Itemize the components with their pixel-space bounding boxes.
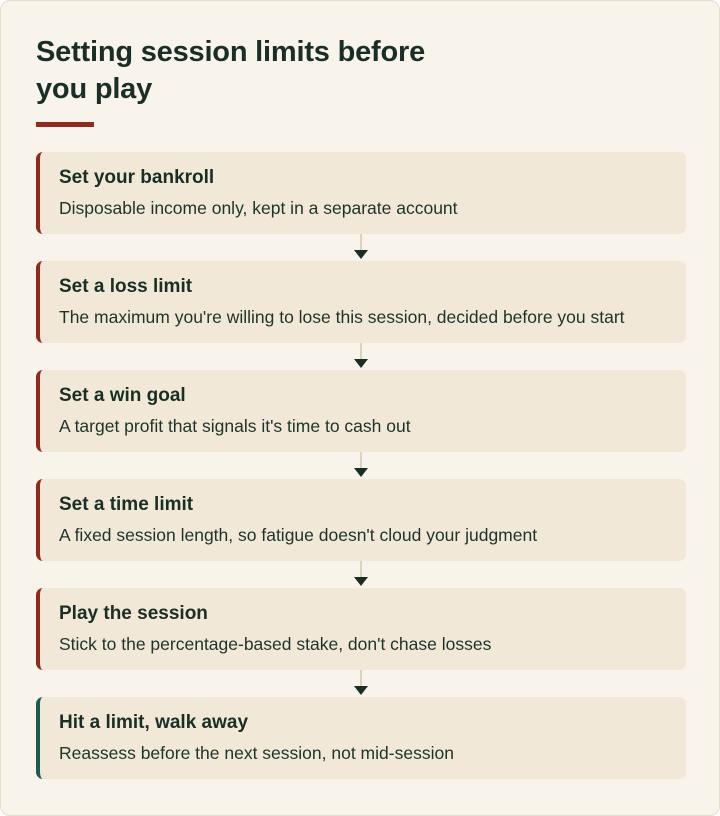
- connector-line: [360, 452, 362, 468]
- connector-line: [360, 343, 362, 359]
- connector-line: [360, 561, 362, 577]
- down-arrow-connector: [36, 234, 686, 261]
- arrow-down-icon: [354, 359, 368, 368]
- arrow-down-icon: [354, 577, 368, 586]
- step-description: Disposable income only, kept in a separate account: [59, 198, 458, 218]
- title-underline: [36, 122, 94, 127]
- down-arrow-connector: [36, 452, 686, 479]
- step-play-session: [36, 588, 686, 670]
- down-arrow-connector: [36, 670, 686, 697]
- arrow-down-icon: [354, 686, 368, 695]
- step-title: Set a time limit: [59, 494, 194, 515]
- connector-line: [360, 234, 362, 250]
- step-walk-away: [36, 697, 686, 779]
- step-title: Play the session: [59, 603, 208, 624]
- step-title: Set a loss limit: [59, 276, 193, 297]
- step-set-loss-limit: [36, 261, 686, 343]
- step-set-bankroll: [36, 152, 686, 234]
- step-title: Hit a limit, walk away: [59, 712, 249, 733]
- step-description: A target profit that signals it's time to cash out: [59, 416, 411, 436]
- arrow-down-icon: [354, 468, 368, 477]
- step-description: A fixed session length, so fatigue doesn't cloud your judgment: [59, 525, 538, 545]
- step-description: The maximum you're willing to lose this session, decided before you start: [59, 307, 625, 327]
- step-description: Stick to the percentage-based stake, don't chase losses: [59, 634, 492, 654]
- connector-line: [360, 670, 362, 686]
- step-set-win-goal: [36, 370, 686, 452]
- down-arrow-connector: [36, 343, 686, 370]
- step-description: Reassess before the next session, not mid-session: [59, 743, 454, 763]
- step-set-time-limit: [36, 479, 686, 561]
- step-list: [36, 152, 686, 779]
- page-title: Setting session limits before you play: [36, 36, 426, 105]
- step-title: Set your bankroll: [59, 167, 215, 188]
- step-title: Set a win goal: [59, 385, 186, 406]
- arrow-down-icon: [354, 250, 368, 259]
- down-arrow-connector: [36, 561, 686, 588]
